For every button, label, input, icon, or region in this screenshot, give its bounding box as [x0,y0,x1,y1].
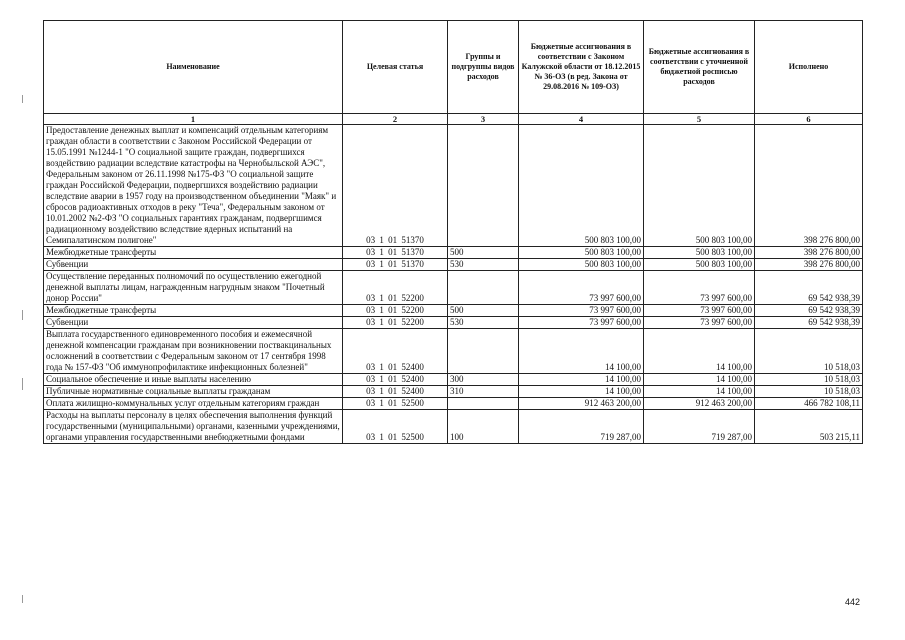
row-executed: 69 542 938,39 [755,317,863,329]
row-executed: 466 782 108,11 [755,398,863,410]
binding-mark [22,378,23,390]
row-executed: 10 518,03 [755,374,863,386]
row-expense-group [448,125,519,247]
row-name: Субвенции [44,317,343,329]
row-revised: 14 100,00 [644,386,755,398]
row-target-article: 03 1 01 52500 [343,410,448,444]
row-executed: 69 542 938,39 [755,305,863,317]
table-row [44,259,863,271]
table-row [44,271,863,305]
row-approved: 912 463 200,00 [519,398,644,410]
row-expense-group: 100 [448,410,519,444]
row-approved: 14 100,00 [519,329,644,374]
row-approved: 73 997 600,00 [519,305,644,317]
row-revised: 14 100,00 [644,329,755,374]
row-executed: 10 518,03 [755,329,863,374]
row-revised: 500 803 100,00 [644,125,755,247]
binding-mark [22,595,23,603]
table-row [44,125,863,247]
row-name: Субвенции [44,259,343,271]
row-expense-group [448,398,519,410]
row-expense-group: 500 [448,247,519,259]
row-target-article: 03 1 01 52400 [343,374,448,386]
row-target-article: 03 1 01 52200 [343,305,448,317]
row-expense-group: 530 [448,317,519,329]
header-target-article: Целевая статья [343,21,448,114]
row-target-article: 03 1 01 52400 [343,329,448,374]
page-number: 442 [845,597,861,607]
row-target-article: 03 1 01 52200 [343,317,448,329]
row-executed: 503 215,11 [755,410,863,444]
row-target-article: 03 1 01 51370 [343,125,448,247]
row-approved: 500 803 100,00 [519,125,644,247]
column-number: 2 [343,114,448,125]
row-executed: 398 276 800,00 [755,259,863,271]
table-row [44,410,863,444]
row-approved: 500 803 100,00 [519,259,644,271]
header-executed: Исполнено [755,21,863,114]
row-approved: 719 287,00 [519,410,644,444]
table-row [44,317,863,329]
row-revised: 912 463 200,00 [644,398,755,410]
budget-execution-table [43,20,863,444]
table-row [44,247,863,259]
header-row [44,21,863,114]
binding-mark [22,95,23,103]
table-row [44,398,863,410]
row-name: Публичные нормативные социальные выплаты гражданам [44,386,343,398]
row-name: Межбюджетные трансферты [44,247,343,259]
header-name: Наименование [44,21,343,114]
header-revised-allocations: Бюджетные ассигнования в соответствии с уточненной бюджетной росписью расходов [644,21,755,114]
row-expense-group: 500 [448,305,519,317]
row-approved: 73 997 600,00 [519,317,644,329]
row-revised: 500 803 100,00 [644,247,755,259]
row-name: Предоставление денежных выплат и компенсаций отдельным категориям граждан области в соответствии с Законом Российской Федерации от 15.05.1991 №1244-1 "О социальной защите граждан, подвергшихся воздействию радиации вследствие катастрофы на Чернобыльской АЭС", Федеральным законом от 26.11.1998 №175-ФЗ "О социальной защите граждан Российской Федерации, подвергшихся воздействию радиации вследствие аварии в 1957 году на производственном объединении "Маяк" и сбросов радиоактивных отходов в реку "Теча", Федеральным законом от 10.01.2002 №2-ФЗ "О социальных гарантиях гражданам, подвергшимся радиационному воздействию вследствие ядерных испытаний на Семипалатинском полигоне" [44,125,343,247]
row-revised: 73 997 600,00 [644,317,755,329]
row-name: Социальное обеспечение и иные выплаты населению [44,374,343,386]
row-target-article: 03 1 01 51370 [343,259,448,271]
row-executed: 10 518,03 [755,386,863,398]
row-approved: 500 803 100,00 [519,247,644,259]
row-name: Межбюджетные трансферты [44,305,343,317]
row-expense-group [448,329,519,374]
row-executed: 398 276 800,00 [755,125,863,247]
header-expense-groups: Группы и подгруппы видов расходов [448,21,519,114]
row-name: Оплата жилищно-коммунальных услуг отдельным категориям граждан [44,398,343,410]
row-name: Выплата государственного единовременного пособия и ежемесячной денежной компенсации гражданам при возникновении поствакцинальных осложнений в соответствии с Федеральным законом от 17 сентября 1998 года № 157-ФЗ "Об иммунопрофилактике инфекционных болезней" [44,329,343,374]
column-number: 5 [644,114,755,125]
column-number: 4 [519,114,644,125]
row-revised: 73 997 600,00 [644,271,755,305]
table-row [44,374,863,386]
header-approved-allocations: Бюджетные ассигнования в соответствии с Законом Калужской области от 18.12.2015 № 36-ОЗ (в ред. Закона от 29.08.2016 № 109-ОЗ) [519,21,644,114]
column-number: 6 [755,114,863,125]
table-row [44,329,863,374]
row-expense-group: 310 [448,386,519,398]
row-revised: 73 997 600,00 [644,305,755,317]
row-name: Расходы на выплаты персоналу в целях обеспечения выполнения функций государственными (муниципальными) органами, казенными учреждениями, органами управления государственными внебюджетными фондами [44,410,343,444]
row-approved: 14 100,00 [519,374,644,386]
row-target-article: 03 1 01 52500 [343,398,448,410]
row-target-article: 03 1 01 52200 [343,271,448,305]
row-expense-group: 530 [448,259,519,271]
row-revised: 14 100,00 [644,374,755,386]
row-approved: 73 997 600,00 [519,271,644,305]
row-revised: 500 803 100,00 [644,259,755,271]
column-number: 3 [448,114,519,125]
row-executed: 398 276 800,00 [755,247,863,259]
row-approved: 14 100,00 [519,386,644,398]
row-expense-group: 300 [448,374,519,386]
row-revised: 719 287,00 [644,410,755,444]
row-target-article: 03 1 01 52400 [343,386,448,398]
column-number-row [44,114,863,125]
table-row [44,386,863,398]
row-name: Осуществление переданных полномочий по осуществлению ежегодной денежной выплаты лицам, награжденным нагрудным знаком "Почетный донор России" [44,271,343,305]
row-expense-group [448,271,519,305]
row-target-article: 03 1 01 51370 [343,247,448,259]
binding-mark [22,310,23,320]
table-row [44,305,863,317]
column-number: 1 [44,114,343,125]
row-executed: 69 542 938,39 [755,271,863,305]
